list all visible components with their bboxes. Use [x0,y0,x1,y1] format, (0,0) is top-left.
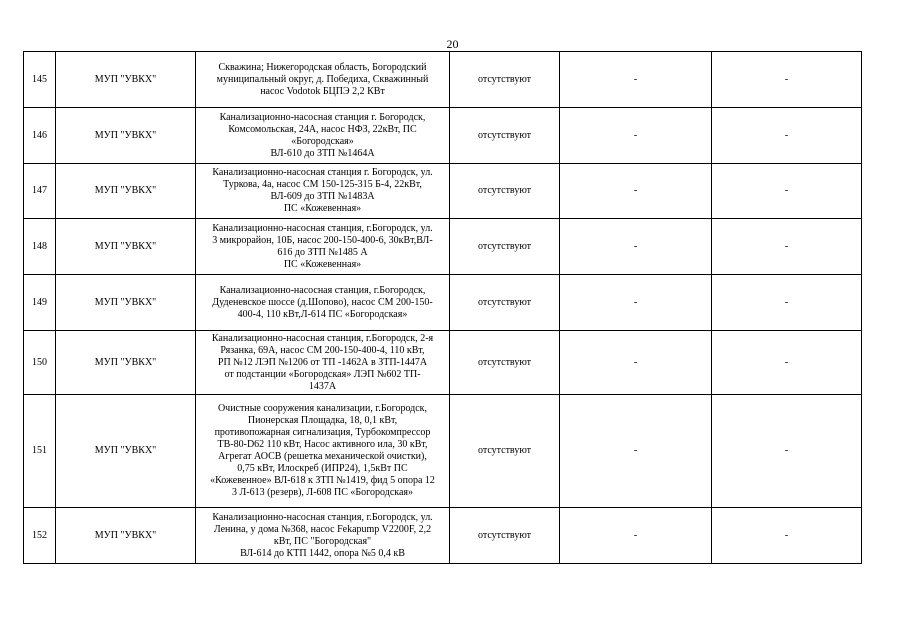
column-5-cell: - [560,164,712,219]
object-description-cell: Скважина; Нижегородская область, Богородский муниципальный округ, д. Победиха, Скважинный насос Vodotok БЦПЭ 2,2 КВт [196,52,450,108]
organization-cell: МУП "УВКХ" [56,275,196,331]
column-6-cell: - [712,164,862,219]
status-cell: отсутствуют [450,219,560,275]
column-5-cell: - [560,275,712,331]
status-cell: отсутствуют [450,108,560,164]
object-description-cell: Канализационно-насосная станция, г.Богородск, ул. Ленина, у дома №368, насос Fekapump V2200F, 2,2 кВт, ПС "Богородская" ВЛ-614 до КТП 1442, опора №5 0,4 кВ [196,508,450,564]
column-5-cell: - [560,108,712,164]
column-5-cell: - [560,331,712,395]
organization-cell: МУП "УВКХ" [56,508,196,564]
status-cell: отсутствуют [450,331,560,395]
column-5-cell: - [560,395,712,508]
organization-cell: МУП "УВКХ" [56,164,196,219]
table-row [24,219,862,275]
row-number: 150 [24,331,56,395]
column-6-cell: - [712,395,862,508]
page-number: 20 [446,37,459,51]
row-number: 148 [24,219,56,275]
object-description-cell: Канализационно-насосная станция, г.Богородск, Дуденевское шоссе (д.Шопово), насос СМ 200-150- 400-4, 110 кВт,Л-614 ПС «Богородская» [196,275,450,331]
status-cell: отсутствуют [450,164,560,219]
object-description-cell: Канализационно-насосная станция г. Богородск, Комсомольская, 24А, насос НФЗ, 22кВт, ПС «Богородская» ВЛ-610 до ЗТП №1464А [196,108,450,164]
column-6-cell: - [712,108,862,164]
row-number: 149 [24,275,56,331]
column-6-cell: - [712,52,862,108]
object-description-cell: Очистные сооружения канализации, г.Богородск, Пионерская Площадка, 18, 0,1 кВт, противопожарная сигнализация, Турбокомпрессор ТВ-80-D62 110 кВт, Насос активного ила, 30 кВт, Агрегат АОСВ (решетка механической очистки), 0,75 кВт, Илоскреб (ИПР24), 1,5кВт ПС «Кожевенное» ВЛ-618 к ЗТП №1419, фид 5 опора 12 3 Л-613 (резерв), Л-608 ПС «Богородская» [196,395,450,508]
table-row [24,108,862,164]
status-cell: отсутствуют [450,395,560,508]
row-number: 147 [24,164,56,219]
table-row [24,275,862,331]
row-number: 152 [24,508,56,564]
registry-table [23,51,862,564]
object-description-cell: Канализационно-насосная станция г. Богородск, ул. Туркова, 4а, насос СМ 150-125-315 Б-4, 22кВт, ВЛ-609 до ЗТП №1483А ПС «Кожевенная» [196,164,450,219]
column-6-cell: - [712,219,862,275]
row-number: 151 [24,395,56,508]
organization-cell: МУП "УВКХ" [56,108,196,164]
status-cell: отсутствуют [450,508,560,564]
status-cell: отсутствуют [450,52,560,108]
organization-cell: МУП "УВКХ" [56,52,196,108]
column-6-cell: - [712,275,862,331]
organization-cell: МУП "УВКХ" [56,219,196,275]
column-5-cell: - [560,508,712,564]
object-description-cell: Канализационно-насосная станция, г.Богородск, 2-я Рязанка, 69А, насос СМ 200-150-400-4, 110 кВт, РП №12 ЛЭП №1206 от ТП -1462А в ЗТП-1447А от подстанции «Богородская» ЛЭП №602 ТП- 1437А [196,331,450,395]
table-row [24,52,862,108]
organization-cell: МУП "УВКХ" [56,395,196,508]
column-5-cell: - [560,52,712,108]
table-row [24,164,862,219]
object-description-cell: Канализационно-насосная станция, г.Богородск, ул. 3 микрорайон, 10Б, насос 200-150-400-6, 30кВт,ВЛ- 616 до ЗТП №1485 А ПС «Кожевенная» [196,219,450,275]
column-5-cell: - [560,219,712,275]
column-6-cell: - [712,331,862,395]
row-number: 145 [24,52,56,108]
organization-cell: МУП "УВКХ" [56,331,196,395]
column-6-cell: - [712,508,862,564]
table-row [24,508,862,564]
status-cell: отсутствуют [450,275,560,331]
row-number: 146 [24,108,56,164]
table-row [24,331,862,395]
table-row [24,395,862,508]
